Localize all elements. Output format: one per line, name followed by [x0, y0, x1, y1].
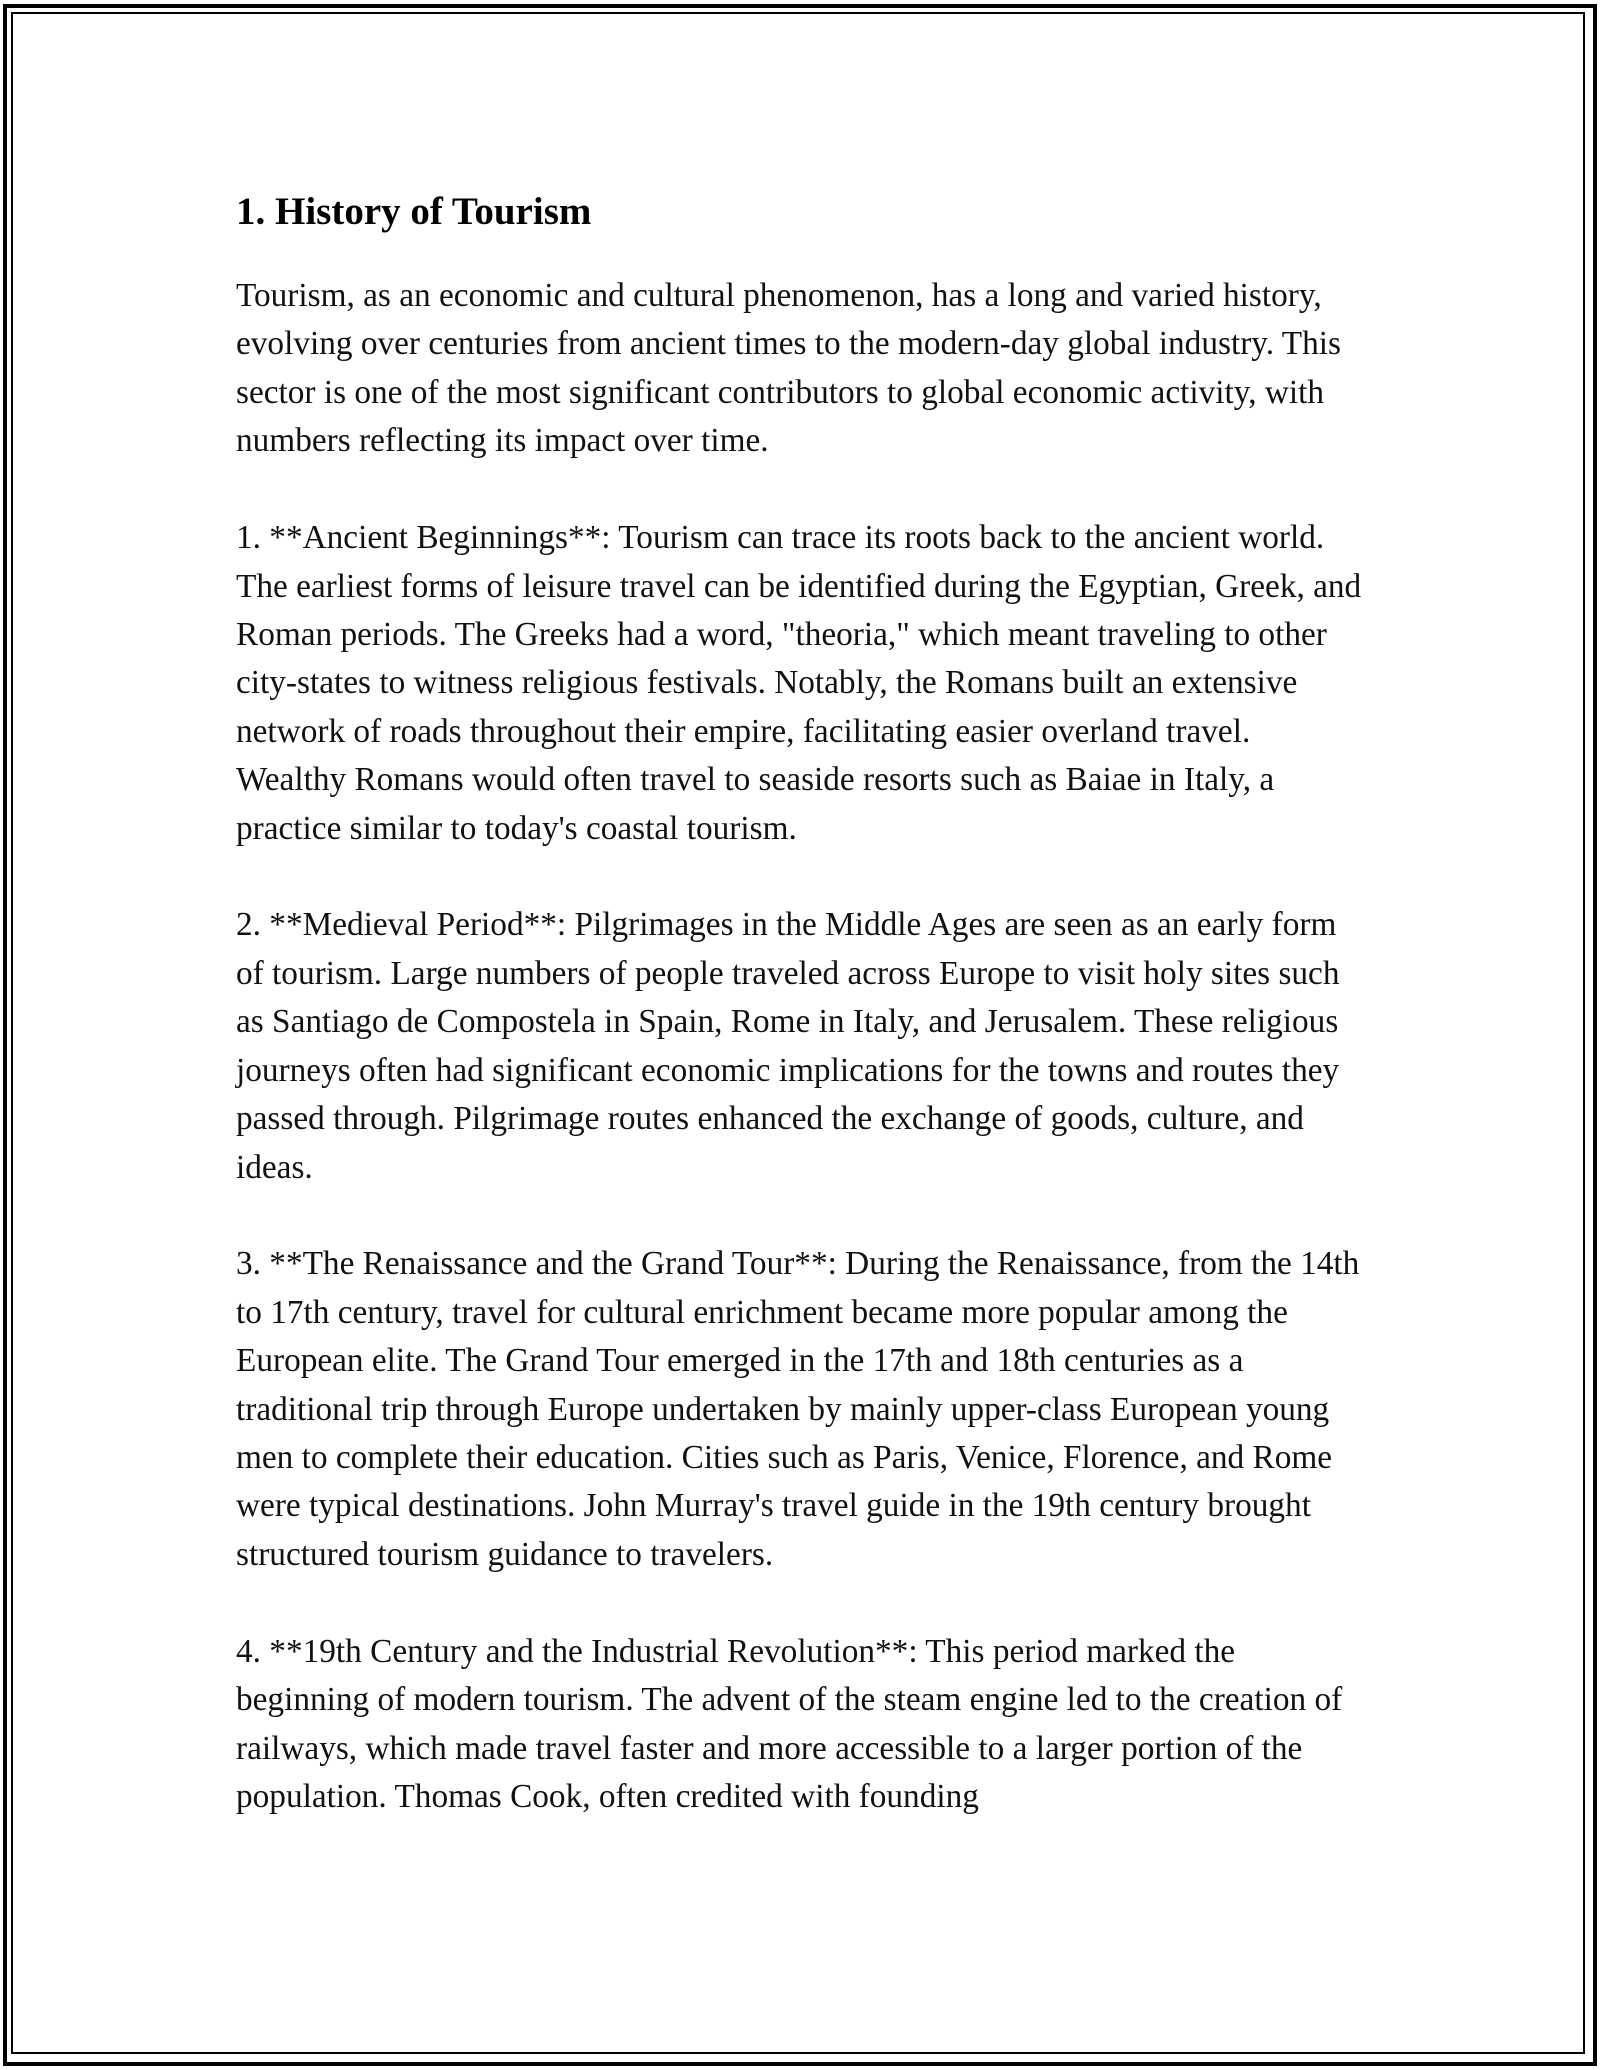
ancient-beginnings-paragraph: 1. **Ancient Beginnings**: Tourism can trace its roots back to the ancient world. The earliest forms of leisure travel can be identified during the Egyptian, Greek, and Roman periods. The Greeks had a word, "theoria," which meant traveling to other city-states to witness religious festivals. Notably, the Romans built an extensive network of roads throughout their empire, facilitating easier overland travel. Wealthy Romans would often travel to seaside resorts such as Baiae in Italy, a practice similar to today's coastal tourism. — [236, 519, 1362, 847]
section-title: 1. History of Tourism — [236, 190, 592, 233]
medieval-period-paragraph: 2. **Medieval Period**: Pilgrimages in the Middle Ages are seen as an early form of tourism. Large numbers of people traveled across Europe to visit holy sites such as Santiago de Compostela in Spain, Rome in Italy, and Jerusalem. These religious journeys often had significant economic implications for the towns and routes they passed through. Pilgrimage routes enhanced the exchange of goods, culture, and ideas. — [236, 906, 1340, 1186]
document-body — [236, 184, 1366, 1870]
industrial-revolution-paragraph: 4. **19th Century and the Industrial Revolution**: This period marked the beginning of modern tourism. The advent of the steam engine led to the creation of railways, which made travel faster and more accessible to a larger portion of the population. Thomas Cook, often credited with founding — [236, 1632, 1343, 1815]
renaissance-grand-tour-paragraph: 3. **The Renaissance and the Grand Tour**: During the Renaissance, from the 14th to 17th century, travel for cultural enrichment became more popular among the European elite. The Grand Tour emerged in the 17th and 18th centuries as a traditional trip through Europe undertaken by mainly upper-class European young men to complete their education. Cities such as Paris, Venice, Florence, and Rome were typical destinations. John Murray's travel guide in the 19th century brought structured tourism guidance to travelers. — [236, 1245, 1360, 1573]
intro-paragraph: Tourism, as an economic and cultural phenomenon, has a long and varied history, evolving over centuries from ancient times to the modern-day global industry. This sector is one of the most significant contributors to global economic activity, with numbers reflecting its impact over time. — [236, 277, 1342, 460]
